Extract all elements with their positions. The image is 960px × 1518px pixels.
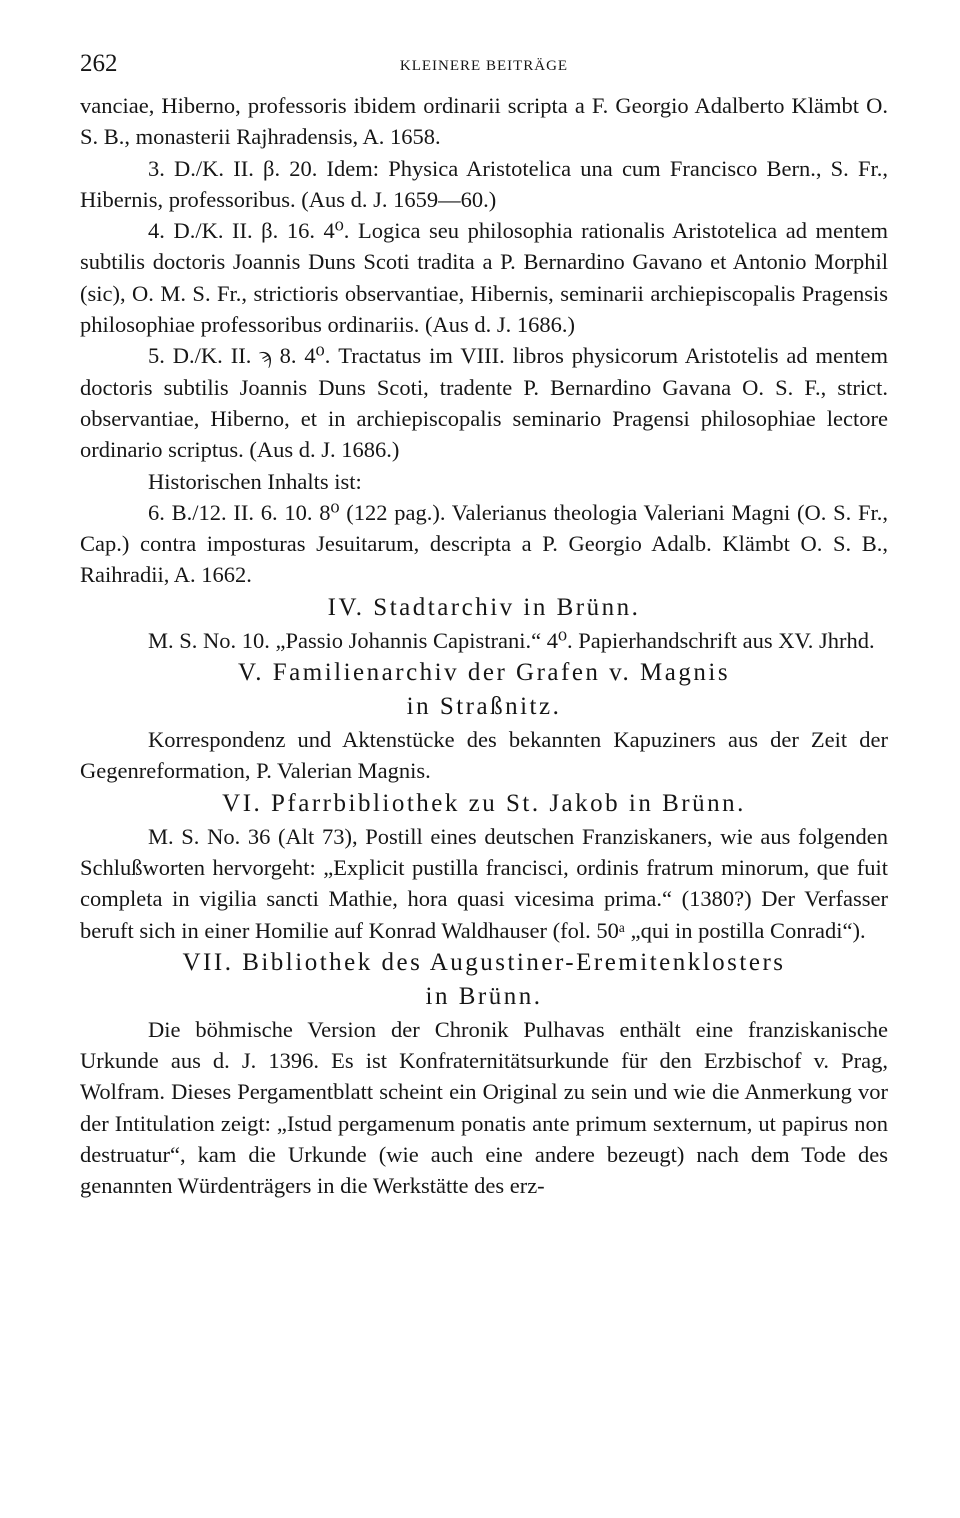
section-heading-iv: IV. Stadtarchiv in Brünn. [327, 593, 641, 621]
paragraph-familienarchiv: Korrespondenz und Aktenstücke des bekannten Kapuziners aus der Zeit der Gegenreformation, P. Valerian Magnis. [80, 727, 888, 784]
page-body [80, 90, 888, 1202]
document-page [80, 50, 888, 1202]
section-heading-vii-line1: VII. Bibliothek des Augustiner-Eremitenklosters [182, 948, 786, 976]
catalog-entry-3: 3. D./K. II. β. 20. Idem: Physica Aristotelica una cum Francisco Bern., S. Fr., Hibernis, professoribus. (Aus d. J. 1659—60.) [80, 155, 888, 212]
catalog-entry-6: 6. B./12. II. 6. 10. 8⁰ (122 pag.). Valerianus theologia Valeriani Magni (O. S. Fr., Cap.) contra imposturas Jesuitarum, descripta a P. Georgio Adalb. Klämbt O. S. B., Raihradii, A. 1662. [80, 499, 888, 588]
paragraph-pfarrbibliothek: M. S. No. 36 (Alt 73), Postill eines deutschen Franziskaners, wie aus folgenden Schlußworten hervorgeht: „Explicit pustilla francisci, ordinis fratrum minorum, que fuit completa in vigilia sancti Mathie, hora quasi vicesima prima.“ (1380?) Der Verfasser beruft sich in einer Homilie auf Konrad Waldhauser (fol. 50ᵃ „qui in postilla Conradi“). [80, 823, 888, 943]
running-head: KLEINERE BEITRÄGE [399, 58, 569, 74]
catalog-entry-5: 5. D./K. II. ϡ 8. 4⁰. Tractatus im VIII. libros physicorum Aristotelis ad mentem doctoris subtilis Joannis Duns Scoti, tradente P. Bernardino Gavana O. S. F., strict. observantiae, Hiberno, et in archiepiscopalis seminario Pragensi philosophiae lectore ordinario scriptus. (Aus d. J. 1686.) [80, 343, 888, 463]
section-heading-v-line1: V. Familienarchiv der Grafen v. Magnis [237, 659, 731, 687]
catalog-entry-4: 4. D./K. II. β. 16. 4⁰. Logica seu philosophia rationalis Aristotelica ad mentem subtilis doctoris Joannis Duns Scoti tradita a P. Bernardino Gavano et Antonio Morphil (sic), O. M. S. Fr., strictioris observantiae, Hibernis, seminarii archiepiscopalis Pragensis philosophiae professoribus ordinariis. (Aus d. J. 1686.) [80, 218, 888, 338]
section-heading-vi: VI. Pfarrbibliothek zu St. Jakob in Brünn. [222, 789, 746, 817]
paragraph-stadtarchiv: M. S. No. 10. „Passio Johannis Capistrani.“ 4⁰. Papierhandschrift aus XV. Jhrhd. [148, 627, 875, 653]
paragraph-augustiner: Die böhmische Version der Chronik Pulhavas enthält eine franziskanische Urkunde aus d. J. 1396. Es ist Konfraternitätsurkunde für den Erzbischof v. Prag, Wolfram. Dieses Pergamentblatt scheint ein Original zu sein und wie die Anmerkung vor der Intitulation zeigt: „Istud pergamenum ponatis ante primum sexternum, ut papirus non destruatur“, kam die Urkunde (wie auch eine andere bezeugt) nach dem Tode des genannten Würdenträgers in die Werkstätte des erz- [80, 1016, 888, 1199]
page-header [80, 50, 888, 90]
page-number: 262 [80, 50, 118, 77]
paragraph-continuation: vanciae, Hiberno, professoris ibidem ordinarii scripta a F. Georgio Adalberto Klämbt O. S. B., monasterii Rajhradensis, A. 1658. [80, 93, 888, 150]
subheading-historical-content: Historischen Inhalts ist: [148, 468, 362, 494]
section-heading-vii-line2: in Brünn. [425, 982, 543, 1010]
section-heading-v-line2: in Straßnitz. [406, 693, 562, 721]
